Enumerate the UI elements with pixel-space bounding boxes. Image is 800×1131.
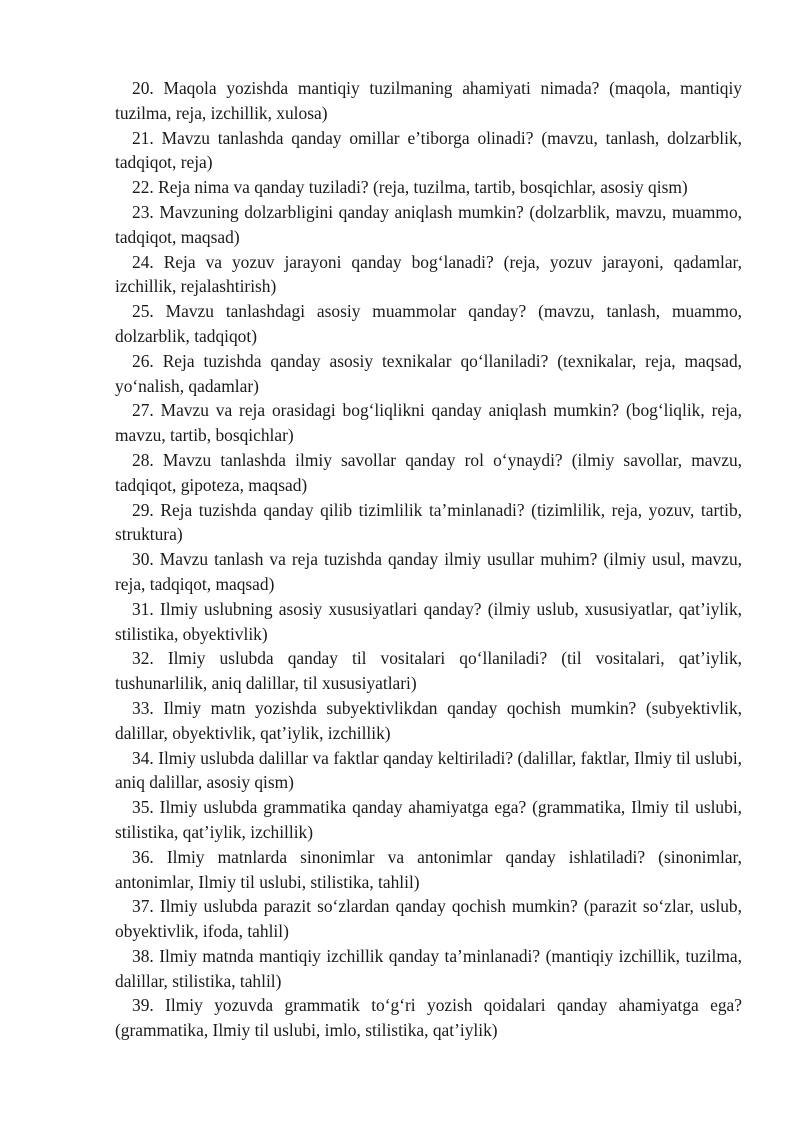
question-item [115, 894, 742, 944]
question-item [115, 398, 742, 448]
question-number: 31. [132, 598, 154, 619]
question-text: Mavzu tanlash va reja tuzishda qanday ilmiy usullar muhim? (ilmiy usul, mavzu, reja, tadqiqot, maqsad) [115, 549, 742, 594]
question-number: 29. [132, 499, 154, 520]
question-number: 33. [132, 697, 154, 718]
question-number: 21. [132, 127, 154, 148]
question-list [115, 76, 742, 1043]
question-text: Ilmiy yozuvda grammatik to‘g‘ri yozish qoidalari qanday ahamiyatga ega? (grammatika, Ilmiy til uslubi, imlo, stilistika, qat’iylik) [115, 995, 742, 1041]
question-text: Maqola yozishda mantiqiy tuzilmaning ahamiyati nimada? (maqola, mantiqiy tuzilma, reja, izchillik, xulosa) [115, 78, 742, 123]
question-text: Reja tuzishda qanday qilib tizimlilik ta’minlanadi? (tizimlilik, reja, yozuv, tartib, struktura) [115, 499, 742, 545]
question-item [115, 547, 742, 597]
question-item [115, 299, 742, 349]
question-number: 32. [132, 648, 154, 669]
question-item [115, 200, 742, 250]
question-number: 22. [132, 177, 154, 198]
question-text: Mavzu tanlashdagi asosiy muammolar qanday? (mavzu, tanlash, muammo, dolzarblik, tadqiqot) [115, 301, 742, 346]
question-number: 20. [132, 78, 154, 98]
question-number: 34. [132, 747, 154, 768]
question-number: 36. [132, 846, 154, 867]
question-number: 25. [132, 301, 154, 322]
question-text: Ilmiy uslubda parazit so‘zlardan qanday qochish mumkin? (parazit so‘zlar, uslub, obyektivlik, ifoda, tahlil) [115, 896, 742, 942]
question-number: 38. [132, 945, 154, 966]
question-item [115, 498, 742, 548]
question-number: 39. [132, 995, 154, 1016]
question-text: Ilmiy matnda mantiqiy izchillik qanday ta’minlanadi? (mantiqiy izchillik, tuzilma, dalillar, stilistika, tahlil) [115, 945, 742, 991]
question-number: 23. [132, 201, 154, 222]
question-number: 26. [132, 350, 154, 371]
question-text: Ilmiy uslubning asosiy xususiyatlari qanday? (ilmiy uslub, xususiyatlar, qat’iylik, stilistika, obyektivlik) [115, 598, 742, 644]
question-item [115, 795, 742, 845]
question-text: Ilmiy uslubda grammatika qanday ahamiyatga ega? (grammatika, Ilmiy til uslubi, stilistika, qat’iylik, izchillik) [115, 797, 742, 842]
question-text: Ilmiy matn yozishda subyektivlikdan qanday qochish mumkin? (subyektivlik, dalillar, obyektivlik, qat’iylik, izchillik) [115, 697, 742, 743]
question-text: Ilmiy uslubda qanday til vositalari qo‘llaniladi? (til vositalari, qat’iylik, tushunarlilik, aniq dalillar, til xususiyatlari) [115, 648, 742, 694]
question-item [115, 448, 742, 498]
question-item [115, 845, 742, 895]
question-item [115, 76, 742, 126]
question-number: 27. [132, 400, 154, 421]
question-item [115, 646, 742, 696]
question-number: 28. [132, 449, 154, 470]
question-item [115, 175, 742, 200]
question-text: Mavzu va reja orasidagi bog‘liqlikni qanday aniqlash mumkin? (bog‘liqlik, reja, mavzu, tartib, bosqichlar) [115, 400, 742, 446]
question-text: Mavzu tanlashda qanday omillar e’tiborga olinadi? (mavzu, tanlash, dolzarblik, tadqiqot, reja) [115, 127, 742, 173]
question-number: 37. [132, 896, 154, 917]
question-text: Reja va yozuv jarayoni qanday bog‘lanadi? (reja, yozuv jarayoni, qadamlar, izchillik, rejalashtirish) [115, 251, 742, 297]
question-item [115, 993, 742, 1043]
question-text: Mavzuning dolzarbligini qanday aniqlash mumkin? (dolzarblik, mavzu, muammo, tadqiqot, maqsad) [115, 201, 742, 247]
question-item [115, 349, 742, 399]
question-number: 24. [132, 251, 154, 272]
question-text: Reja nima va qanday tuziladi? (reja, tuzilma, tartib, bosqichlar, asosiy qism) [158, 177, 688, 198]
question-text: Reja tuzishda qanday asosiy texnikalar qo‘llaniladi? (texnikalar, reja, maqsad, yo‘nalish, qadamlar) [115, 350, 742, 396]
question-item [115, 944, 742, 994]
question-item [115, 126, 742, 176]
question-number: 35. [132, 797, 154, 818]
question-item [115, 746, 742, 796]
question-text: Ilmiy matnlarda sinonimlar va antonimlar qanday ishlatiladi? (sinonimlar, antonimlar, Ilmiy til uslubi, stilistika, tahlil) [115, 846, 742, 892]
question-text: Ilmiy uslubda dalillar va faktlar qanday keltiriladi? (dalillar, faktlar, Ilmiy til uslubi, aniq dalillar, asosiy qism) [115, 747, 742, 793]
question-number: 30. [132, 549, 154, 570]
question-text: Mavzu tanlashda ilmiy savollar qanday rol o‘ynaydi? (ilmiy savollar, mavzu, tadqiqot, gipoteza, maqsad) [115, 449, 742, 495]
question-item [115, 597, 742, 647]
question-item [115, 250, 742, 300]
question-item [115, 696, 742, 746]
